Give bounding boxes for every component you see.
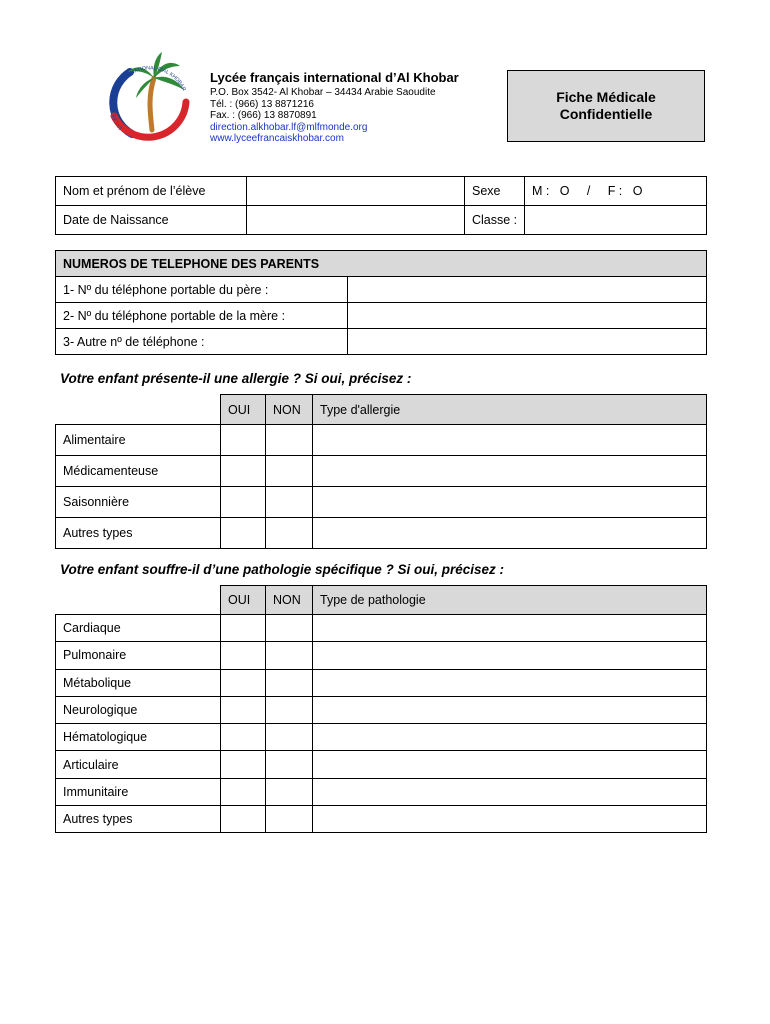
class-label: Classe : [465, 206, 525, 235]
class-field[interactable] [525, 206, 707, 235]
pathology-type-cell[interactable] [313, 642, 707, 669]
school-info [210, 70, 510, 145]
table-row [56, 206, 707, 235]
pathology-col-type: Type de pathologie [313, 586, 707, 615]
school-name: Lycée français international d’Al Khobar [210, 70, 459, 85]
parents-phone-table [55, 250, 707, 355]
table-row [56, 669, 707, 696]
pathology-no-cell[interactable] [266, 615, 313, 642]
pathology-yes-cell[interactable] [221, 696, 266, 723]
table-row [56, 518, 707, 549]
pathology-question: Votre enfant souffre-il d’une pathologie spécifique ? Si oui, précisez : [60, 562, 505, 577]
table-row [56, 615, 707, 642]
mother-phone-field[interactable] [348, 303, 707, 329]
allergy-type-cell[interactable] [313, 487, 707, 518]
table-row [56, 303, 707, 329]
other-phone-field[interactable] [348, 329, 707, 355]
table-row [56, 806, 707, 833]
table-row [56, 251, 707, 277]
allergy-row-label: Saisonnière [56, 487, 221, 518]
table-row [56, 277, 707, 303]
dob-label: Date de Naissance [56, 206, 247, 235]
table-row [56, 425, 707, 456]
allergy-col-yes: OUI [221, 395, 266, 425]
pathology-row-label: Cardiaque [56, 615, 221, 642]
allergy-col-type: Type d'allergie [313, 395, 707, 425]
table-row [56, 696, 707, 723]
school-tel: Tél. : (966) 13 8871216 [210, 98, 314, 110]
pathology-type-cell[interactable] [313, 615, 707, 642]
table-row [56, 487, 707, 518]
pathology-yes-cell[interactable] [221, 724, 266, 751]
pathology-table [55, 585, 707, 833]
allergy-corner [56, 395, 221, 425]
pathology-yes-cell[interactable] [221, 806, 266, 833]
allergy-type-cell[interactable] [313, 456, 707, 487]
school-email-link[interactable]: direction.alkhobar.lf@mlfmonde.org [210, 121, 368, 133]
table-row [56, 724, 707, 751]
table-row [56, 456, 707, 487]
allergy-no-cell[interactable] [266, 456, 313, 487]
allergy-yes-cell[interactable] [221, 487, 266, 518]
pathology-no-cell[interactable] [266, 751, 313, 778]
allergy-table [55, 394, 707, 549]
pathology-no-cell[interactable] [266, 696, 313, 723]
student-identity-table [55, 176, 707, 235]
sex-options[interactable]: M : O / F : O [525, 177, 707, 206]
pathology-col-no: NON [266, 586, 313, 615]
school-fax: Fax. : (966) 13 8870891 [210, 110, 317, 121]
pathology-type-cell[interactable] [313, 696, 707, 723]
pathology-no-cell[interactable] [266, 669, 313, 696]
pathology-yes-cell[interactable] [221, 642, 266, 669]
pathology-row-label: Métabolique [56, 669, 221, 696]
pathology-no-cell[interactable] [266, 724, 313, 751]
allergy-type-cell[interactable] [313, 518, 707, 549]
table-row [56, 586, 707, 615]
allergy-no-cell[interactable] [266, 487, 313, 518]
allergy-row-label: Autres types [56, 518, 221, 549]
allergy-type-cell[interactable] [313, 425, 707, 456]
student-name-field[interactable] [247, 177, 465, 206]
pathology-type-cell[interactable] [313, 778, 707, 805]
parents-phone-heading: NUMEROS DE TELEPHONE DES PARENTS [56, 251, 707, 277]
other-phone-label: 3- Autre nº de téléphone : [56, 329, 348, 355]
allergy-no-cell[interactable] [266, 425, 313, 456]
pathology-row-label: Pulmonaire [56, 642, 221, 669]
pathology-yes-cell[interactable] [221, 669, 266, 696]
allergy-yes-cell[interactable] [221, 425, 266, 456]
pathology-col-yes: OUI [221, 586, 266, 615]
pathology-no-cell[interactable] [266, 806, 313, 833]
pathology-row-label: Articulaire [56, 751, 221, 778]
school-logo [100, 50, 200, 145]
pathology-yes-cell[interactable] [221, 751, 266, 778]
school-address: P.O. Box 3542- Al Khobar – 34434 Arabie Saoudite [210, 87, 436, 98]
pathology-type-cell[interactable] [313, 669, 707, 696]
pathology-corner [56, 586, 221, 615]
table-row [56, 751, 707, 778]
allergy-row-label: Alimentaire [56, 425, 221, 456]
table-row [56, 395, 707, 425]
pathology-row-label: Hématologique [56, 724, 221, 751]
document-title-box [507, 70, 705, 142]
pathology-row-label: Autres types [56, 806, 221, 833]
pathology-type-cell[interactable] [313, 751, 707, 778]
allergy-yes-cell[interactable] [221, 518, 266, 549]
pathology-type-cell[interactable] [313, 724, 707, 751]
pathology-no-cell[interactable] [266, 778, 313, 805]
allergy-yes-cell[interactable] [221, 456, 266, 487]
pathology-yes-cell[interactable] [221, 778, 266, 805]
father-phone-field[interactable] [348, 277, 707, 303]
table-row [56, 329, 707, 355]
allergy-row-label: Médicamenteuse [56, 456, 221, 487]
logo-ring-text: LYCÉE FRANÇAIS INTERNATIONAL D'AL KHOBAR [109, 65, 187, 131]
student-name-label: Nom et prénom de l’élève [56, 177, 247, 206]
table-row [56, 778, 707, 805]
father-phone-label: 1- Nº du téléphone portable du père : [56, 277, 348, 303]
table-row [56, 177, 707, 206]
pathology-no-cell[interactable] [266, 642, 313, 669]
pathology-type-cell[interactable] [313, 806, 707, 833]
pathology-row-label: Immunitaire [56, 778, 221, 805]
document-title-line2: Confidentielle [559, 106, 653, 122]
sex-label: Sexe [465, 177, 525, 206]
allergy-no-cell[interactable] [266, 518, 313, 549]
school-website-link[interactable]: www.lyceefrancaiskhobar.com [210, 133, 344, 144]
dob-field[interactable] [247, 206, 465, 235]
table-row [56, 642, 707, 669]
allergy-col-no: NON [266, 395, 313, 425]
mother-phone-label: 2- Nº du téléphone portable de la mère : [56, 303, 348, 329]
allergy-question: Votre enfant présente-il une allergie ? Si oui, précisez : [60, 371, 412, 386]
document-title-line1: Fiche Médicale [556, 89, 656, 105]
pathology-yes-cell[interactable] [221, 615, 266, 642]
pathology-row-label: Neurologique [56, 696, 221, 723]
